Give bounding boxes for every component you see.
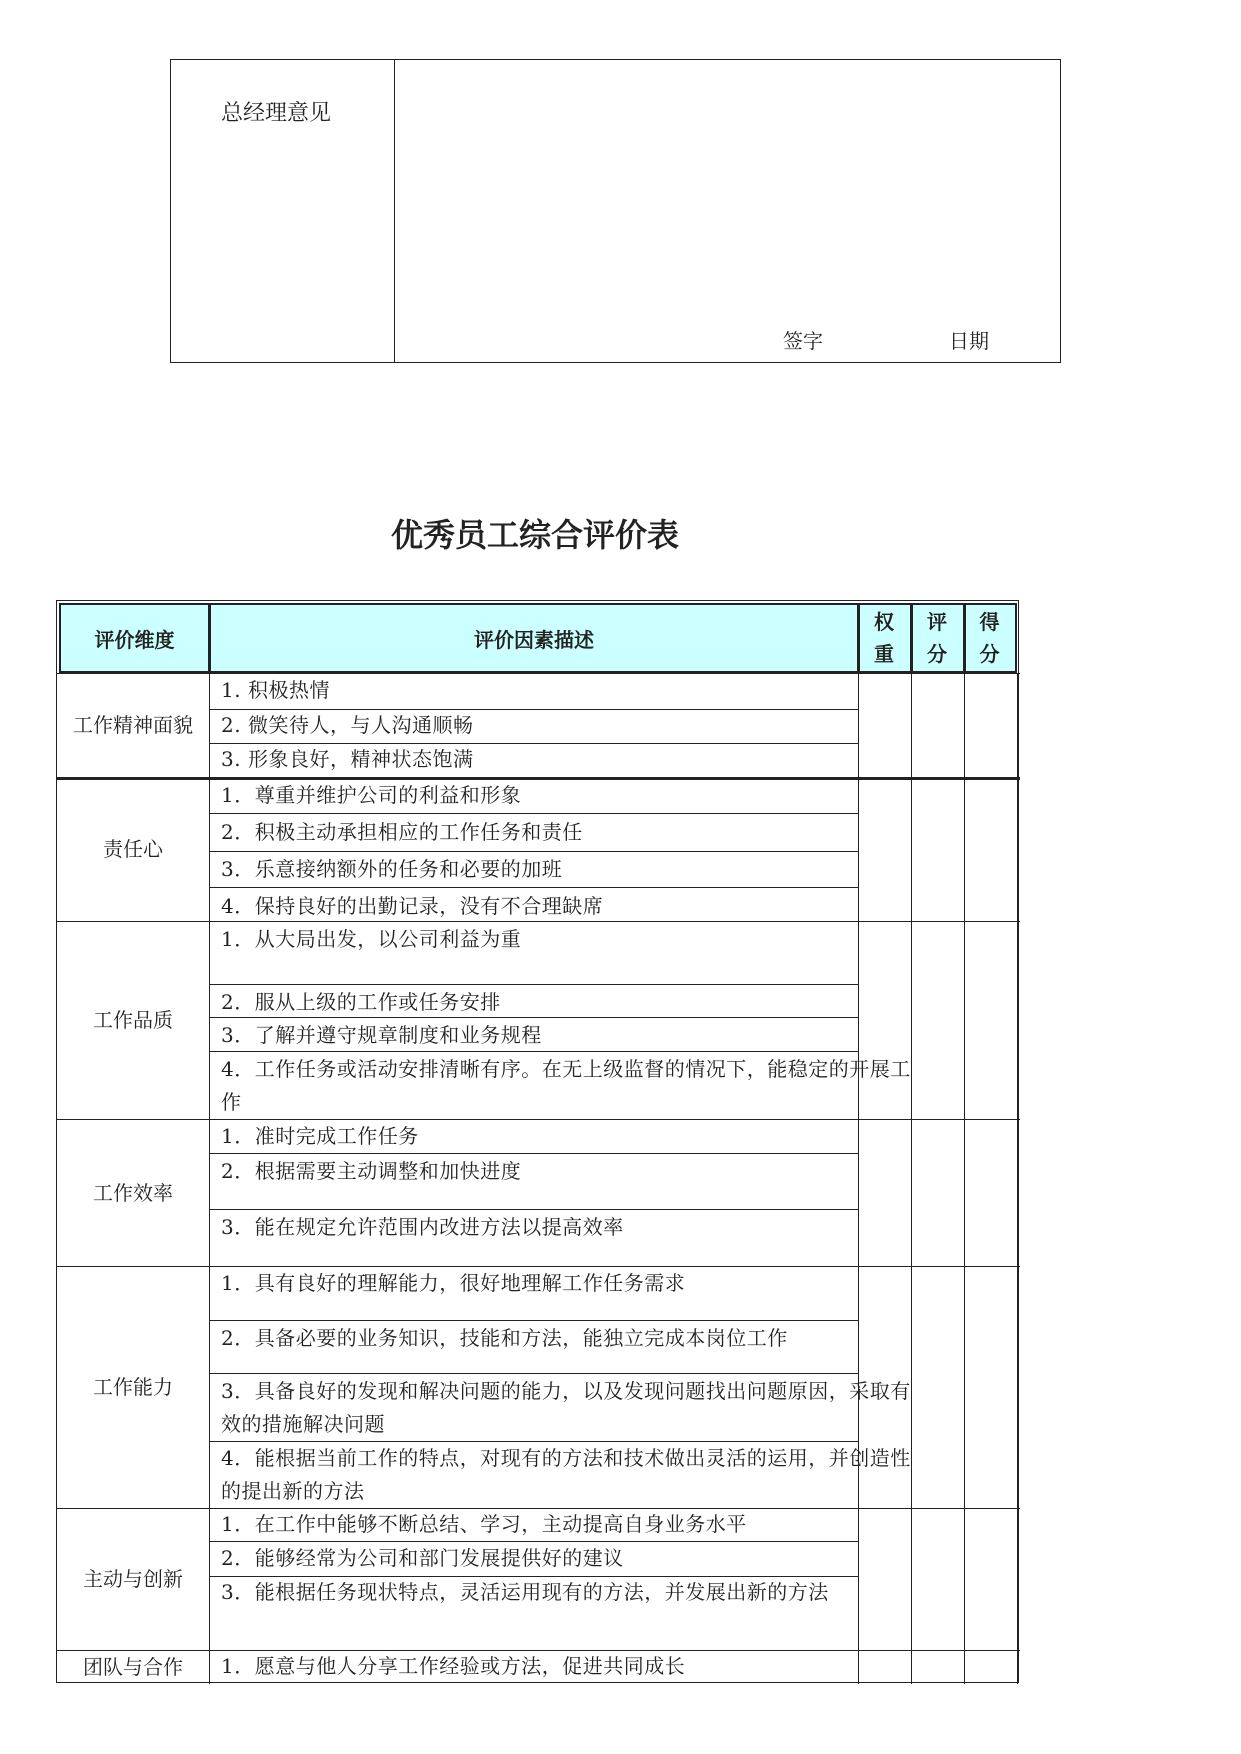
- item-text: 4．能根据当前工作的特点，对现有的方法和技术做出灵活的运用，并创造性的提出新的方法: [221, 1446, 911, 1503]
- item-separator: [209, 1373, 858, 1374]
- col-line-dimension: [209, 673, 210, 1684]
- form-title: 优秀员工综合评价表: [390, 516, 679, 554]
- col-line-right: [1017, 673, 1018, 1684]
- col-line-score: [964, 673, 965, 1684]
- dimension-cell: 工作品质: [93, 1008, 173, 1032]
- signature-label: 签字: [783, 329, 823, 353]
- item-text: 1. 积极热情: [221, 678, 330, 702]
- item-separator: [209, 851, 858, 852]
- item-text: 2．积极主动承担相应的工作任务和责任: [221, 820, 583, 844]
- header-weight: 权重: [858, 603, 912, 673]
- evaluation-table: [56, 600, 1019, 1683]
- header-description: 评价因素描述: [209, 603, 859, 673]
- gm-opinion-box: [170, 59, 1061, 363]
- item-separator: [209, 1209, 858, 1210]
- item-text: 3．乐意接纳额外的任务和必要的加班: [221, 857, 563, 881]
- item-text: 3．能根据任务现状特点，灵活运用现有的方法，并发展出新的方法: [221, 1580, 829, 1604]
- item-text: 2．服从上级的工作或任务安排: [221, 990, 501, 1014]
- gm-opinion-divider: [394, 60, 395, 362]
- header-score: 得分: [964, 603, 1017, 673]
- item-text: 1．愿意与他人分享工作经验或方法，促进共同成长: [221, 1654, 686, 1678]
- item-text: 2. 微笑待人，与人沟通顺畅: [221, 713, 474, 737]
- item-text: 3．能在规定允许范围内改进方法以提高效率: [221, 1215, 624, 1239]
- dimension-cell: 工作能力: [93, 1375, 173, 1399]
- dimension-cell: 主动与创新: [83, 1567, 183, 1591]
- item-text: 2．能够经常为公司和部门发展提供好的建议: [221, 1546, 624, 1570]
- dimension-cell: 团队与合作: [83, 1655, 183, 1679]
- item-separator: [209, 984, 858, 985]
- item-text: 2．根据需要主动调整和加快进度: [221, 1159, 522, 1183]
- item-text: 2．具备必要的业务知识，技能和方法，能独立完成本岗位工作: [221, 1326, 788, 1350]
- header-rating: 评分: [911, 603, 965, 673]
- item-text: 1．在工作中能够不断总结、学习，主动提高自身业务水平: [221, 1512, 747, 1536]
- item-text: 3．了解并遵守规章制度和业务规程: [221, 1023, 542, 1047]
- item-text: 1．具有良好的理解能力，很好地理解工作任务需求: [221, 1271, 686, 1295]
- item-text: 4．工作任务或活动安排清晰有序。在无上级监督的情况下，能稳定的开展工作: [221, 1057, 911, 1114]
- item-separator: [209, 1320, 858, 1321]
- item-text: 3．具备良好的发现和解决问题的能力，以及发现问题找出问题原因，采取有效的措施解决问题: [221, 1379, 911, 1436]
- header-dimension: 评价维度: [59, 603, 210, 673]
- dimension-cell: 责任心: [103, 837, 163, 861]
- item-separator: [209, 887, 858, 888]
- col-line-rating: [911, 673, 912, 1684]
- dimension-cell: 工作精神面貌: [73, 713, 193, 737]
- item-text: 3. 形象良好，精神状态饱满: [221, 747, 474, 771]
- item-separator: [209, 813, 858, 814]
- item-separator: [209, 1153, 858, 1154]
- dimension-cell: 工作效率: [93, 1180, 173, 1205]
- item-text: 1．从大局出发，以公司利益为重: [221, 927, 522, 951]
- gm-opinion-label: 总经理意见: [221, 101, 332, 126]
- item-text: 4．保持良好的出勤记录，没有不合理缺席: [221, 894, 604, 918]
- item-text: 1．尊重并维护公司的利益和形象: [221, 783, 522, 807]
- item-text: 1．准时完成工作任务: [221, 1124, 419, 1148]
- date-label: 日期: [949, 329, 989, 353]
